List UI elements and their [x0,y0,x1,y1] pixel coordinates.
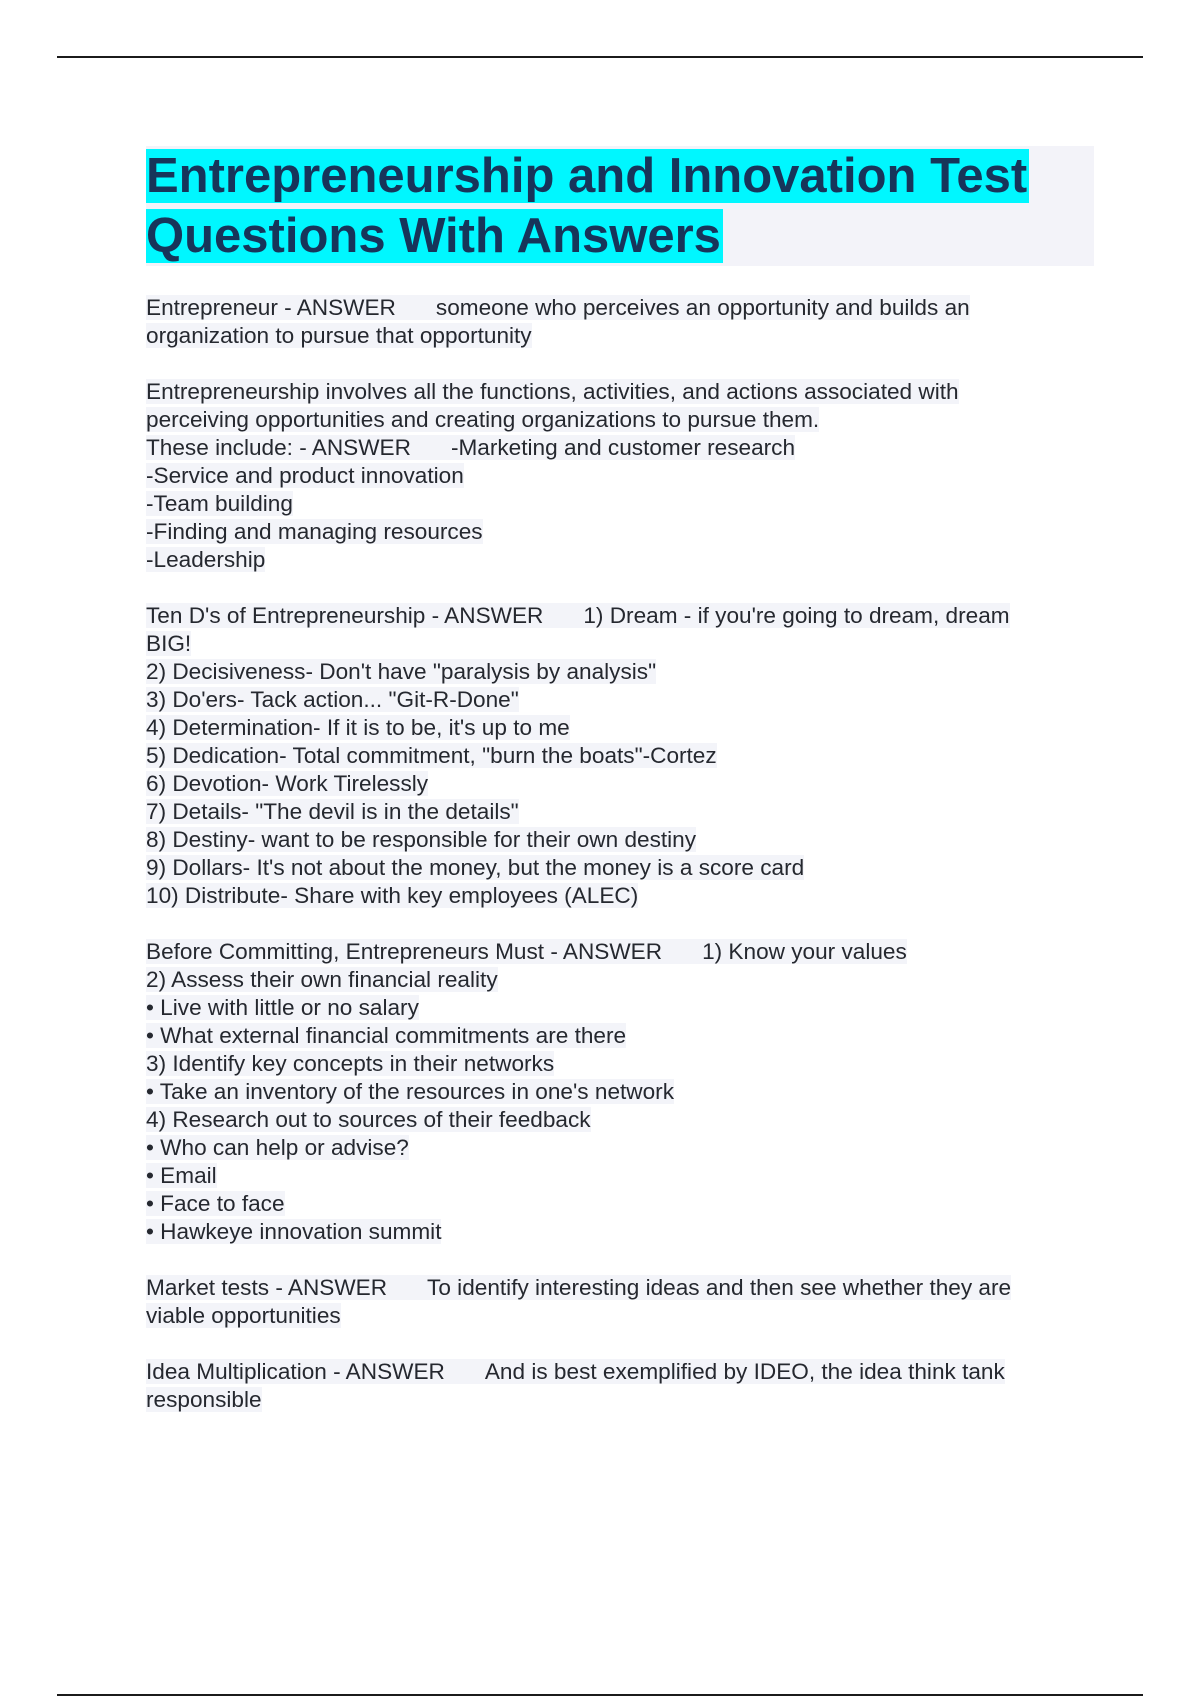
answer-line: 10) Distribute- Share with key employees (ALEC) [146,883,639,908]
answer-line: 5) Dedication- Total commitment, "burn the boats"-Cortez [146,743,717,768]
answer-line: -Team building [146,491,293,516]
answer-line: • Email [146,1163,217,1188]
answer-line: • What external financial commitments are there [146,1023,627,1048]
question-term: Market tests - ANSWER [146,1275,388,1300]
answer-line: organization to pursue that opportunity [146,323,532,348]
qa-entry-ten-ds [146,602,1094,910]
answer-line: • Live with little or no salary [146,995,419,1020]
answer-line: 3) Identify key concepts in their networks [146,1051,555,1076]
answer-text: -Marketing and customer research [450,435,796,460]
question-term: Before Committing, Entrepreneurs Must - ANSWER [146,939,663,964]
answer-line: • Hawkeye innovation summit [146,1219,442,1244]
answer-text: 1) Dream - if you're going to dream, dream [583,603,1010,628]
answer-line: 8) Destiny- want to be responsible for their own destiny [146,827,697,852]
answer-line: BIG! [146,631,192,656]
answer-line: 4) Determination- If it is to be, it's up to me [146,715,570,740]
answer-text: And is best exemplified by IDEO, the idea think tank [484,1359,1005,1384]
question-line: perceiving opportunities and creating organizations to pursue them. [146,407,820,432]
answer-line: • Face to face [146,1191,285,1216]
answer-line: 2) Assess their own financial reality [146,967,498,992]
answer-line: 9) Dollars- It's not about the money, but the money is a score card [146,855,805,880]
answer-line: viable opportunities [146,1303,341,1328]
top-rule [57,56,1143,58]
answer-line: 2) Decisiveness- Don't have "paralysis by analysis" [146,659,657,684]
answer-line: • Take an inventory of the resources in one's network [146,1079,674,1104]
answer-line: 6) Devotion- Work Tirelessly [146,771,429,796]
document-body [146,146,1094,1442]
question-term: Ten D's of Entrepreneurship - ANSWER [146,603,544,628]
qa-entry-entrepreneurship-functions [146,378,1094,574]
qa-entry-market-tests [146,1274,1094,1330]
qa-entry-idea-multiplication [146,1358,1094,1414]
qa-entry-before-committing [146,938,1094,1246]
question-term: Idea Multiplication - ANSWER [146,1359,445,1384]
answer-line: • Who can help or advise? [146,1135,409,1160]
answer-line: -Finding and managing resources [146,519,483,544]
answer-line: 3) Do'ers- Tack action... "Git-R-Done" [146,687,519,712]
answer-line: -Leadership [146,547,266,572]
answer-text: To identify interesting ideas and then see whether they are [427,1275,1012,1300]
document-title [146,146,1094,266]
answer-line: 4) Research out to sources of their feedback [146,1107,591,1132]
bottom-rule [57,1694,1143,1696]
question-term: These include: - ANSWER [146,435,411,460]
qa-entry-entrepreneur [146,294,1094,350]
answer-line: responsible [146,1387,262,1412]
answer-text: someone who perceives an opportunity and builds an [435,295,970,320]
answer-line: 7) Details- "The devil is in the details" [146,799,519,824]
question-line: Entrepreneurship involves all the functions, activities, and actions associated with [146,379,959,404]
answer-line: -Service and product innovation [146,463,464,488]
question-term: Entrepreneur - ANSWER [146,295,396,320]
document-title-text: Entrepreneurship and Innovation Test Questions With Answers [146,149,1028,263]
answer-text: 1) Know your values [702,939,907,964]
